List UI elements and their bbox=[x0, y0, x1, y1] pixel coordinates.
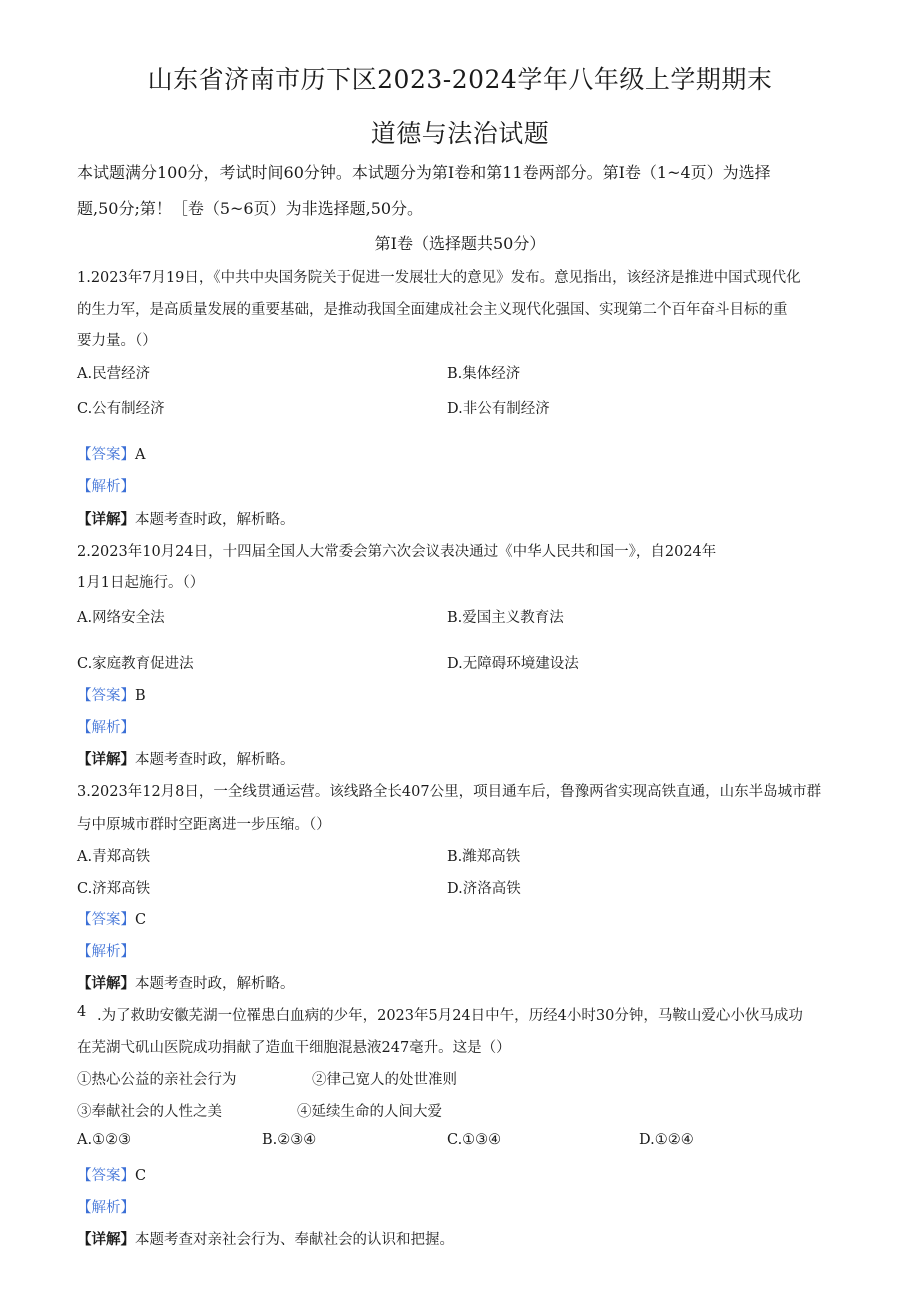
q4-stem-line-1: .为了救助安徽芜湖一位罹患白血病的少年，2023年5月24日中午，历经4小时30分钟，马鞍山爱心小伙马成功 bbox=[97, 1008, 803, 1024]
q3-option-a: A.青郑高铁 bbox=[77, 849, 151, 865]
q3-option-b: B.潍郑高铁 bbox=[447, 849, 521, 865]
detail-label: 【详解】 bbox=[77, 975, 135, 992]
detail-text: 本题考查对亲社会行为、奉献社会的认识和把握。 bbox=[135, 1232, 454, 1248]
q1-option-a: A.民营经济 bbox=[77, 366, 151, 382]
q4-analysis-label: 【解析】 bbox=[77, 1200, 135, 1216]
q4-option-b: B.②③④ bbox=[262, 1132, 317, 1148]
q4-option-a: A.①②③ bbox=[77, 1132, 132, 1148]
detail-text: 本题考查时政，解析略。 bbox=[135, 752, 295, 768]
q2-stem-line-2: 1月1日起施行。（） bbox=[77, 575, 205, 591]
q4-number: 4 bbox=[77, 1004, 87, 1020]
q1-answer bbox=[77, 443, 145, 464]
q4-detail bbox=[77, 1228, 454, 1249]
q1-stem-line-2: 的生力军，是高质量发展的重要基础，是推动我国全面建成社会主义现代化强国、实现第二个百年奋斗目标的重 bbox=[77, 302, 788, 318]
intro-line-2: 题,50分;第！［卷（5~6页）为非选择题,50分。 bbox=[77, 199, 424, 218]
q1-option-d: D.非公有制经济 bbox=[447, 401, 550, 417]
q2-analysis-label: 【解析】 bbox=[77, 720, 135, 736]
section-title: 第I卷（选择题共50分） bbox=[374, 234, 546, 253]
q4-option-d: D.①②④ bbox=[639, 1132, 694, 1148]
answer-value: A bbox=[135, 447, 146, 463]
q1-option-b: B.集体经济 bbox=[447, 366, 521, 382]
detail-label: 【详解】 bbox=[77, 751, 135, 768]
q3-stem-line-2: 与中原城市群时空距离进一步压缩。（） bbox=[77, 817, 331, 833]
q4-stem-line-2: 在芜湖弋矶山医院成功捐献了造血干细胞混悬液247毫升。这是（） bbox=[77, 1040, 511, 1056]
q2-stem-line-1: 2.2023年10月24日，十四届全国人大常委会第六次会议表决通过《中华人民共和国一》，自2024年 bbox=[77, 544, 717, 560]
q2-option-d: D.无障碍环境建设法 bbox=[447, 656, 579, 672]
q2-option-c: C.家庭教育促进法 bbox=[77, 656, 194, 672]
q3-option-d: D.济洛高铁 bbox=[447, 881, 521, 897]
intro-line-1: 本试题满分100分，考试时间60分钟。本试题分为第I卷和第11卷两部分。第I卷（1~4页）为选择 bbox=[77, 163, 771, 182]
q4-statement-4: ④延续生命的人间大爱 bbox=[297, 1104, 442, 1120]
q4-option-c: C.①③④ bbox=[447, 1132, 502, 1148]
detail-label: 【详解】 bbox=[77, 1231, 135, 1248]
q3-answer bbox=[77, 908, 146, 929]
answer-value: C bbox=[135, 1168, 147, 1184]
answer-label: 【答案】 bbox=[77, 1168, 135, 1184]
q2-option-a: A.网络安全法 bbox=[77, 610, 165, 626]
answer-value: B bbox=[135, 688, 146, 704]
q3-analysis-label: 【解析】 bbox=[77, 944, 135, 960]
q2-answer bbox=[77, 684, 146, 705]
answer-label: 【答案】 bbox=[77, 688, 135, 704]
answer-value: C bbox=[135, 912, 147, 928]
q3-stem-line-1: 3.2023年12月8日，一全线贯通运营。该线路全长407公里，项目通车后，鲁豫两省实现高铁直通，山东半岛城市群 bbox=[77, 784, 822, 800]
q4-statement-1: ①热心公益的亲社会行为 bbox=[77, 1072, 237, 1088]
q4-answer bbox=[77, 1164, 146, 1185]
q3-option-c: C.济郑高铁 bbox=[77, 881, 151, 897]
q4-statement-2: ②律己宽人的处世准则 bbox=[312, 1072, 457, 1088]
q1-option-c: C.公有制经济 bbox=[77, 401, 165, 417]
detail-text: 本题考查时政，解析略。 bbox=[135, 512, 295, 528]
answer-label: 【答案】 bbox=[77, 912, 135, 928]
answer-label: 【答案】 bbox=[77, 447, 135, 463]
q2-option-b: B.爱国主义教育法 bbox=[447, 610, 564, 626]
q1-stem-line-1: 1.2023年7月19日，《中共中央国务院关于促进一发展壮大的意见》发布。意见指出，该经济是推进中国式现代化 bbox=[77, 270, 801, 286]
detail-text: 本题考查时政，解析略。 bbox=[135, 976, 295, 992]
page-title: 山东省济南市历下区2023-2024学年八年级上学期期末 bbox=[147, 65, 773, 94]
q3-detail bbox=[77, 972, 295, 993]
q4-statement-3: ③奉献社会的人性之美 bbox=[77, 1104, 222, 1120]
q2-detail bbox=[77, 748, 295, 769]
q1-stem-line-3: 要力量。（） bbox=[77, 333, 157, 349]
q1-analysis-label: 【解析】 bbox=[77, 479, 135, 495]
page-subtitle: 道德与法治试题 bbox=[370, 119, 550, 148]
q1-detail bbox=[77, 508, 295, 529]
detail-label: 【详解】 bbox=[77, 511, 135, 528]
